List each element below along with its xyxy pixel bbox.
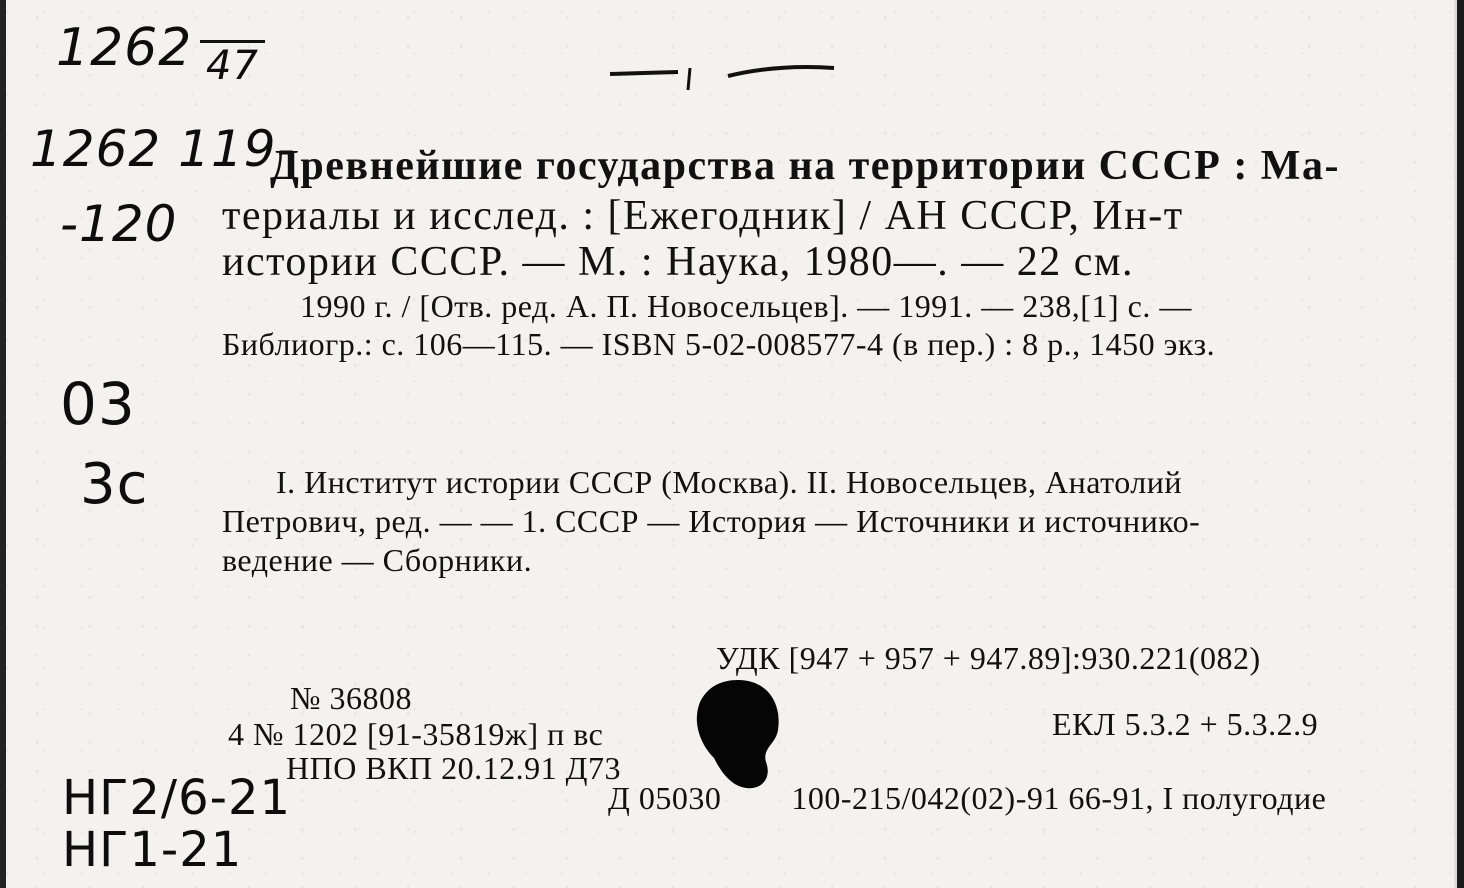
card-right-edge [1454, 0, 1464, 888]
title-line-1 [270, 142, 1340, 190]
handwritten-code-top [56, 18, 192, 78]
tracing-line-3: ведение — Сборники. [222, 542, 533, 578]
card-number: № 36808 [290, 680, 413, 716]
udk-code: УДК [947 + 957 + 947.89]:930.221(082) [716, 640, 1261, 676]
volume-line-1: 1990 г. / [Отв. ред. А. П. Новосельцев]. — 1991. — 238,[1] с. — [300, 288, 1192, 324]
handwritten-code-bottom-1: НГ2/6-21 [62, 770, 292, 826]
handwritten-code-third: -120 [60, 195, 178, 253]
volume-line-2: Библиогр.: с. 106—115. — ISBN 5-02-008577-4 (в пер.) : 8 р., 1450 экз. [222, 326, 1216, 362]
title-line-3: истории СССР. — М. : Наука, 1980—. — 22 см. [222, 239, 1135, 285]
handwritten-code-bottom-2: НГ1-21 [62, 822, 243, 878]
imprint-line-3-start: Д 05030 [608, 780, 722, 816]
imprint-line-2: НПО ВКП 20.12.91 Д73 [286, 750, 621, 786]
tracing-line-1: I. Институт истории СССР (Москва). II. Новосельцев, Анатолий [276, 464, 1182, 500]
tracing-line-2: Петрович, ред. — — 1. СССР — История — Источники и источнико- [222, 503, 1201, 539]
handwritten-code-top-b: 47 [206, 43, 259, 89]
handwritten-code-second: 1262 119- [30, 120, 296, 178]
ekl-code: ЕКЛ 5.3.2 + 5.3.2.9 [1052, 706, 1319, 742]
title-line-2: териалы и исслед. : [Ежегодник] / АН СССР, Ин-т [222, 193, 1184, 239]
handwritten-code-03: 03 [60, 370, 136, 438]
imprint-line-3-rest: 100-215/042(02)-91 66-91, I полугодие [791, 780, 1327, 816]
handwritten-code-top-a: 1262 [56, 18, 193, 78]
ink-blot [692, 678, 784, 790]
handwritten-code-3c: 3c [80, 452, 149, 517]
pen-stroke-mark [608, 60, 838, 96]
imprint-line-1: 4 № 1202 [91-35819ж] п вс [228, 716, 604, 752]
handwritten-code-top-fraction [200, 40, 265, 89]
title-line-1-text: Древнейшие государства на территории СССР : Ма- [270, 143, 1340, 189]
card-left-edge [0, 0, 6, 888]
